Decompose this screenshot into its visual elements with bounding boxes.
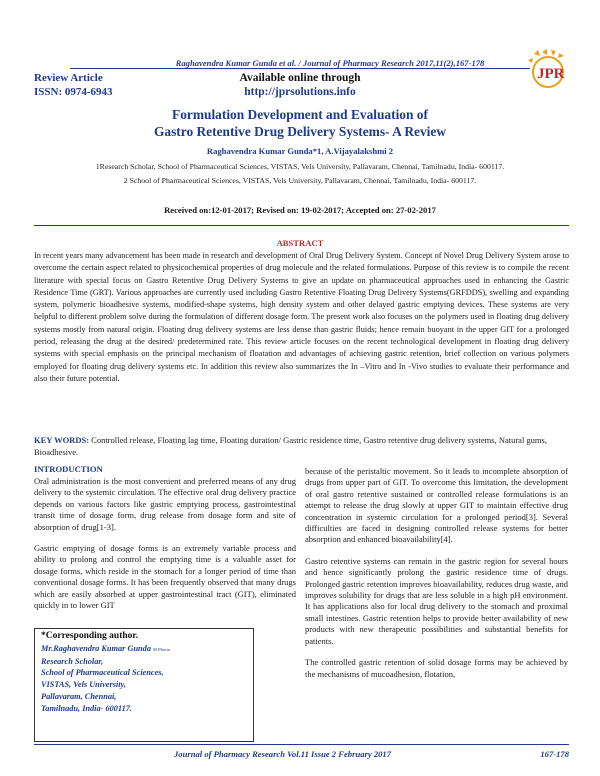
article-dates: Received on:12-01-2017; Revised on: 19-02-2017; Accepted on: 27-02-2017: [164, 205, 436, 215]
logo-text: JPR: [537, 66, 565, 82]
authors: Raghavendra Kumar Gunda*1, A.Vijayalakshmi 2: [206, 146, 394, 156]
body-paragraph: Gastric emptying of dosage forms is an extremely variable process and ability to prolong and control the emptying time is a valuable asset for dosage forms, which reside in the stomach for a longer period of time than conventional dosage forms. It has been frequently observed that many drugs which are easily absorbed at upper gastrointestinal tract (GIT), eliminated quickly in to lower GIT: [34, 543, 296, 611]
article-type: Review Article: [34, 72, 103, 84]
keywords: [34, 434, 569, 459]
keywords-label: KEY WORDS:: [34, 435, 90, 445]
corresponding-line: Tamilnadu, India- 600117.: [41, 703, 132, 713]
availability-label: Available online through: [239, 72, 361, 84]
section-rule: [34, 225, 569, 226]
footer-rule: [34, 744, 569, 745]
affiliation-2: 2 School of Pharmaceutical Sciences, VISTAS, Vels University, Pallavaram, Chennai, Tamilnadu, India- 600117.: [123, 176, 477, 185]
body-paragraph: because of the peristaltic movement. So it leads to incomplete absorption of drugs from upper part of GIT. To overcome this limitation, the development of oral gastro retentive sustained or controlled release formulations is an attempt to release the drug slowly at upper GIT to maintain effective drug concentration in systemic circulation for a prolonged period[3]. Several difficulties are faced in designing controlled release systems for better absorption and enhanced bioavailability[4].: [305, 466, 568, 545]
corresponding-line: School of Pharmaceutical Sciences,: [41, 668, 164, 678]
corresponding-line: VISTAS, Vels University,: [41, 680, 126, 690]
title-line-2: Gastro Retentive Drug Delivery Systems- A Review: [153, 124, 447, 139]
body-paragraph: Oral administration is the most convenient and preferred means of any drug delivery to the systemic circulation. The effective oral drug delivery practice depends on various factors like gastric emptying process, gastrointestinal transit time of dosage form, drug release from dosage form and site of absorption of drug[1-3].: [34, 476, 296, 532]
corresponding-author-box: [34, 628, 254, 742]
keywords-text: Controlled release, Floating lag time, Floating duration/ Gastric residence time, Gastro retentive drug delivery systems, Natural gums, Bioadhesive.: [34, 435, 547, 458]
abstract-heading: ABSTRACT: [276, 238, 324, 248]
degree-note: M.Pharm: [153, 646, 171, 652]
article-title: [100, 106, 500, 140]
body-column-right: [305, 466, 568, 690]
body-paragraph: Gastro retentive systems can remain in the gastric region for several hours and hence significantly prolong the gastric residence time of drugs. Prolonged gastric retention improves bioavailability, reduces drug waste, and improves solubility for drugs that are less soluble in a high pH environment. It has applications also for local drug delivery to the stomach and proximal small intestines. Gastric retention helps to provide better availability of new products with new therapeutic possibilities and substantial benefits for patients.: [305, 555, 568, 646]
footer-pages: 167-178: [540, 749, 569, 759]
running-header: Raghavendra Kumar Gunda et al. / Journal of Pharmacy Research 2017,11(2),167-178: [175, 58, 485, 68]
corresponding-heading: *Corresponding author.: [41, 631, 139, 641]
body-column-left: [34, 476, 296, 621]
affiliation-1: 1Research Scholar, School of Pharmaceutical Sciences, VISTAS, Vels University, Pallavaram, Chennai, Tamilnadu, India- 600117.: [95, 162, 505, 171]
corresponding-line: Research Scholar,: [41, 656, 104, 666]
header-rule: [70, 68, 530, 69]
issn-label: ISSN: 0974-6943: [34, 86, 113, 98]
abstract-text: In recent years many advancement has been made in research and development of Oral Drug Delivery System. Concept of Novel Drug Delivery System arose to overcome the certain aspect related to physicochemical properties of drug molecule and the related formulations. Purpose of this review is to compile the recent literature with special focus on Gastro Retentive Drug Delivery Systems to give an update on pharmaceutical approaches used in enhancing the Gastric Residence Time (GRT). Various approaches are currently used including Gastro Retentive Floating Drug Delivery Systems(GRFDDS), swelling and expanding system, polymeric bioadhesive systems, modified-shape systems, high density system and other delayed gastric emptying devices. These systems are very helpful to different problem solve during the formulation of different dosage form. The present work also focuses on the polymers used in floating drug delivery systems mostly from natural origin. Floating drug delivery systems are less dense than gastric fluids; hence remain buoyant in the upper GIT for a prolonged period, releasing the drug at the desired/ predetermined rate. This review article focuses on the recent technological development in floating drug delivery systems with special emphasis on the principal mechanism of floatation and advantages of achieving gastric retention, brief collection on various polymers employed for floating drug delivery systems etc. In addition this review also summarizes the In –Vitro and In -Vivo studies to evaluate their performance and also their future potential.: [34, 251, 569, 383]
corresponding-line: Mr.Raghavendra Kumar Gunda M.Pharm: [41, 643, 171, 653]
body-paragraph: The controlled gastric retention of solid dosage forms may be achieved by the mechanisms of mucoadhesion, flotation,: [305, 657, 568, 679]
website-link[interactable]: http://jprsolutions.info: [244, 86, 356, 98]
title-line-1: Formulation Development and Evaluation of: [172, 107, 428, 122]
introduction-heading: INTRODUCTION: [34, 464, 103, 474]
corresponding-line: Pallavaram, Chennai,: [41, 691, 117, 701]
journal-logo-icon: [520, 48, 580, 94]
footer-journal: Journal of Pharmacy Research Vol.11 Issue 2 February 2017: [174, 749, 392, 759]
